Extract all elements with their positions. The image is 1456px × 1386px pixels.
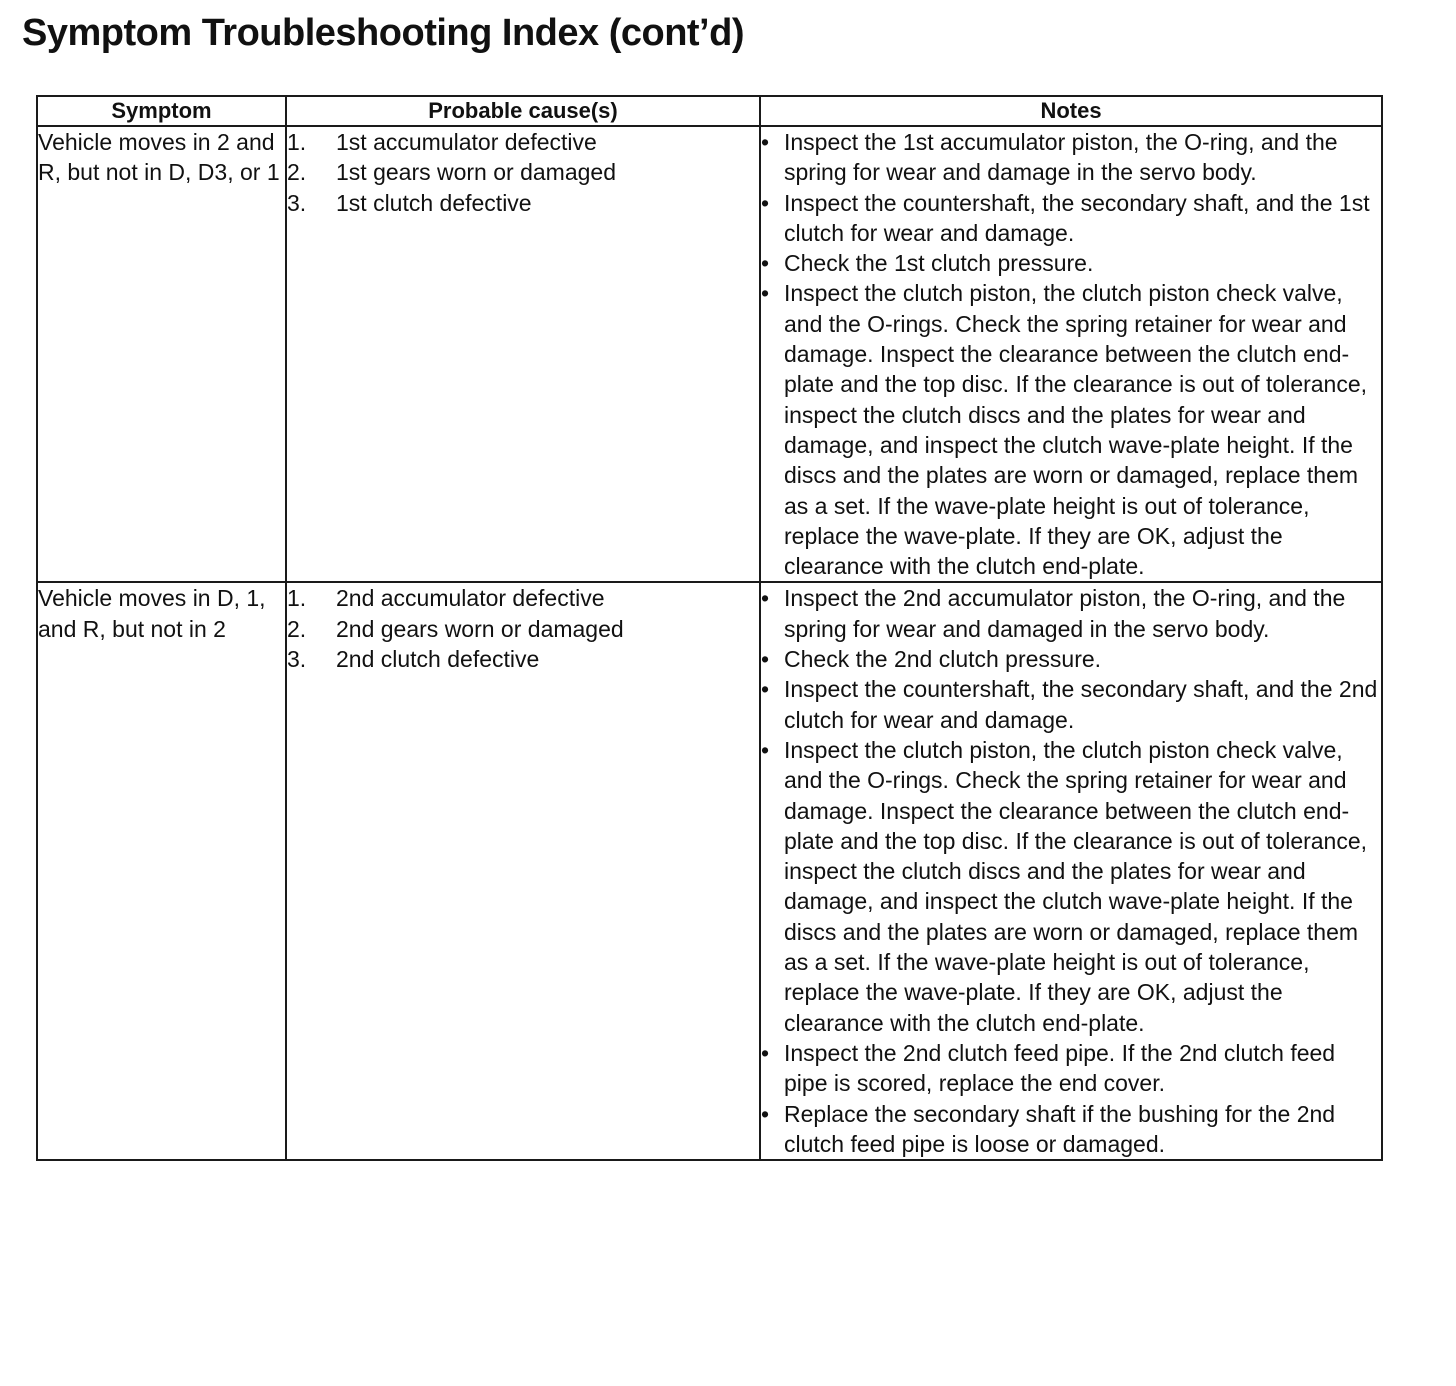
troubleshooting-table <box>36 95 1383 1161</box>
probable-causes-cell <box>286 126 760 582</box>
bullet-icon: • <box>761 585 770 612</box>
cause-item <box>287 614 759 644</box>
column-header-probable-causes: Probable cause(s) <box>286 96 760 126</box>
cause-number: 3. <box>287 189 307 216</box>
cause-text: 2nd accumulator defective <box>336 585 605 612</box>
note-list <box>761 127 1381 581</box>
bullet-icon: • <box>761 646 770 673</box>
cause-text: 1st accumulator defective <box>336 129 597 155</box>
bullet-icon: • <box>761 189 770 216</box>
probable-causes-cell <box>286 582 760 1160</box>
cause-text: 2nd clutch defective <box>336 646 540 673</box>
note-text: Inspect the 2nd clutch feed pipe. If the 2nd clutch feed pipe is scored, replace the end cover. <box>784 1039 1336 1097</box>
bullet-icon: • <box>761 280 770 307</box>
cause-item <box>287 583 759 613</box>
note-item <box>761 644 1381 674</box>
note-text: Inspect the clutch piston, the clutch piston check valve, and the O-rings. Check the spring retainer for wear and damage. Inspect the clearance between the clutch end-plate and the top disc. If the clearance is out of tolerance, inspect the clutch discs and the plates for wear and damage, and inspect the clutch wave-plate height. If the discs and the plates are worn or damaged, replace them as a set. If the wave-plate height is out of tolerance, replace the wave-plate. If they are OK, adjust the clearance with the clutch end-plate. <box>784 280 1368 580</box>
note-text: Inspect the countershaft, the secondary shaft, and the 2nd clutch for wear and damage. <box>784 676 1378 733</box>
note-item <box>761 1038 1381 1099</box>
table-row <box>37 126 1382 582</box>
cause-list <box>287 583 759 674</box>
column-header-notes: Notes <box>760 96 1382 126</box>
note-item <box>761 127 1381 188</box>
notes-cell <box>760 582 1382 1160</box>
cause-item <box>287 644 759 674</box>
note-item <box>761 188 1381 249</box>
cause-number: 2. <box>287 615 307 642</box>
bullet-icon: • <box>761 736 770 763</box>
cause-number: 2. <box>287 159 307 186</box>
page-title: Symptom Troubleshooting Index (cont’d) <box>22 12 744 54</box>
note-text: Inspect the countershaft, the secondary shaft, and the 1st clutch for wear and damage. <box>784 189 1370 246</box>
note-item <box>761 735 1381 1038</box>
bullet-icon: • <box>761 250 770 277</box>
cause-list <box>287 127 759 218</box>
bullet-icon: • <box>761 676 770 703</box>
cause-item <box>287 157 759 187</box>
column-header-symptom: Symptom <box>37 96 286 126</box>
table-row <box>37 582 1382 1160</box>
cause-item <box>287 127 759 157</box>
cause-number: 3. <box>287 646 307 673</box>
note-item <box>761 1099 1381 1160</box>
note-list <box>761 583 1381 1159</box>
cause-item <box>287 188 759 218</box>
cause-text: 2nd gears worn or damaged <box>336 615 624 642</box>
symptom-cell: Vehicle moves in 2 and R, but not in D, D3, or 1 <box>37 126 286 582</box>
note-text: Check the 1st clutch pressure. <box>784 250 1094 277</box>
note-item <box>761 278 1381 581</box>
table-header-row <box>37 96 1382 126</box>
cause-text: 1st gears worn or damaged <box>336 159 616 186</box>
note-item <box>761 583 1381 644</box>
cause-number: 1. <box>287 585 307 612</box>
note-text: Replace the secondary shaft if the bushing for the 2nd clutch feed pipe is loose or damaged. <box>784 1100 1336 1157</box>
bullet-icon: • <box>761 1039 770 1066</box>
notes-cell <box>760 126 1382 582</box>
note-text: Inspect the 2nd accumulator piston, the O-ring, and the spring for wear and damaged in the servo body. <box>784 585 1346 642</box>
cause-text: 1st clutch defective <box>336 189 532 216</box>
note-text: Inspect the clutch piston, the clutch piston check valve, and the O-rings. Check the spring retainer for wear and damage. Inspect the clearance between the clutch end-plate and the top disc. If the clearance is out of tolerance, inspect the clutch discs and the plates for wear and damage, and inspect the clutch wave-plate height. If the discs and the plates are worn or damaged, replace them as a set. If the wave-plate height is out of tolerance, replace the wave-plate. If they are OK, adjust the clearance with the clutch end-plate. <box>784 736 1368 1036</box>
note-item <box>761 248 1381 278</box>
cause-number: 1. <box>287 129 307 155</box>
symptom-cell: Vehicle moves in D, 1, and R, but not in 2 <box>37 582 286 1160</box>
note-text: Check the 2nd clutch pressure. <box>784 646 1102 673</box>
note-text: Inspect the 1st accumulator piston, the O-ring, and the spring for wear and damage in the servo body. <box>784 129 1338 186</box>
bullet-icon: • <box>761 129 770 155</box>
bullet-icon: • <box>761 1100 770 1127</box>
note-item <box>761 674 1381 735</box>
